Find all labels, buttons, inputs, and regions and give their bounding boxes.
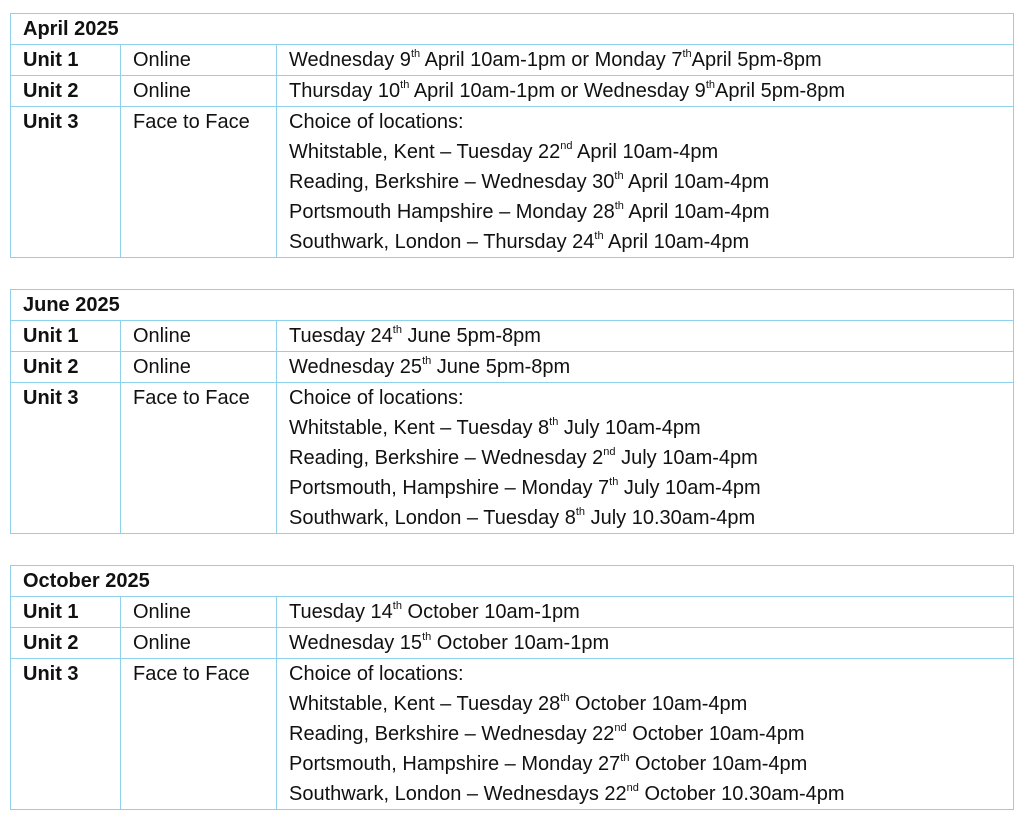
ordinal-suffix: th	[392, 324, 402, 337]
unit-cell: Unit 3	[11, 383, 121, 534]
session-dates-cell	[277, 383, 1014, 534]
ordinal-suffix: th	[575, 506, 586, 519]
session-dates-cell	[277, 76, 1014, 107]
session-text: April 5pm-8pm	[691, 49, 822, 71]
session-line	[289, 597, 1013, 627]
session-dates-cell	[277, 45, 1014, 76]
session-text: July 10.30am-4pm	[585, 507, 756, 529]
session-text: Tuesday 24	[289, 325, 393, 347]
delivery-mode-cell: Online	[121, 628, 277, 659]
session-text: October 10am-1pm	[401, 601, 580, 623]
session-line	[289, 197, 1013, 227]
ordinal-suffix: th	[609, 476, 619, 489]
schedule-table	[10, 565, 1014, 810]
table-row	[11, 659, 1014, 810]
delivery-mode-cell: Online	[121, 597, 277, 628]
table-row	[11, 352, 1014, 383]
unit-cell: Unit 2	[11, 628, 121, 659]
table-title: April 2025	[11, 14, 1014, 45]
locations-heading	[289, 659, 1013, 689]
session-line	[289, 473, 1013, 503]
ordinal-suffix: th	[614, 200, 624, 213]
session-text: July 10am-4pm	[618, 477, 761, 499]
session-line	[289, 779, 1013, 809]
session-text: Portsmouth Hampshire – Monday 28	[289, 201, 615, 223]
ordinal-suffix: nd	[560, 140, 573, 153]
session-text: Wednesday 15	[289, 632, 423, 654]
session-text: April 10am-4pm	[603, 231, 750, 253]
session-text: June 5pm-8pm	[401, 325, 541, 347]
session-line	[289, 749, 1013, 779]
session-dates-cell	[277, 321, 1014, 352]
session-dates-cell	[277, 628, 1014, 659]
session-line	[289, 45, 1013, 75]
unit-cell: Unit 1	[11, 597, 121, 628]
unit-cell: Unit 2	[11, 352, 121, 383]
session-text: Reading, Berkshire – Wednesday 30	[289, 171, 615, 193]
ordinal-suffix: th	[682, 48, 692, 61]
session-line	[289, 443, 1013, 473]
session-text: April 10am-4pm	[623, 171, 770, 193]
session-text: July 10am-4pm	[558, 417, 701, 439]
session-text: April 5pm-8pm	[715, 80, 846, 102]
unit-cell: Unit 3	[11, 659, 121, 810]
session-text: April 10am-4pm	[623, 201, 770, 223]
delivery-mode-cell: Online	[121, 321, 277, 352]
schedule-table	[10, 13, 1014, 258]
ordinal-suffix: th	[614, 170, 624, 183]
ordinal-suffix: th	[400, 79, 410, 92]
session-dates-cell	[277, 597, 1014, 628]
session-text: April 10am-1pm or Wednesday 9	[409, 80, 706, 102]
ordinal-suffix: th	[594, 230, 604, 243]
ordinal-suffix: th	[422, 631, 432, 644]
session-text: Thursday 10	[289, 80, 401, 102]
session-dates-cell	[277, 352, 1014, 383]
session-line	[289, 689, 1013, 719]
table-row	[11, 383, 1014, 534]
session-text: Choice of locations:	[289, 663, 464, 685]
session-text: Southwark, London – Wednesdays 22	[289, 783, 627, 805]
session-line	[289, 227, 1013, 257]
session-text: October 10am-4pm	[626, 723, 805, 745]
table-row	[11, 597, 1014, 628]
ordinal-suffix: th	[549, 416, 559, 429]
session-text: Portsmouth, Hampshire – Monday 7	[289, 477, 610, 499]
ordinal-suffix: th	[560, 692, 570, 705]
session-text: Choice of locations:	[289, 111, 464, 133]
session-text: Whitstable, Kent – Tuesday 28	[289, 693, 561, 715]
session-text: October 10am-4pm	[569, 693, 748, 715]
session-line	[289, 137, 1013, 167]
unit-cell: Unit 1	[11, 45, 121, 76]
ordinal-suffix: nd	[614, 722, 627, 735]
session-line	[289, 352, 1013, 382]
session-line	[289, 321, 1013, 351]
table-row	[11, 321, 1014, 352]
locations-heading	[289, 107, 1013, 137]
table-row	[11, 107, 1014, 258]
session-text: Choice of locations:	[289, 387, 464, 409]
session-line	[289, 167, 1013, 197]
ordinal-suffix: nd	[626, 782, 639, 795]
session-text: April 10am-1pm or Monday 7	[420, 49, 683, 71]
session-text: Portsmouth, Hampshire – Monday 27	[289, 753, 621, 775]
table-row	[11, 76, 1014, 107]
session-dates-cell	[277, 107, 1014, 258]
session-text: October 10.30am-4pm	[638, 783, 845, 805]
ordinal-suffix: th	[392, 600, 402, 613]
session-text: Southwark, London – Tuesday 8	[289, 507, 576, 529]
session-dates-cell	[277, 659, 1014, 810]
table-row	[11, 628, 1014, 659]
session-text: Wednesday 9	[289, 49, 411, 71]
ordinal-suffix: th	[620, 752, 630, 765]
unit-cell: Unit 1	[11, 321, 121, 352]
session-text: Tuesday 14	[289, 601, 393, 623]
table-row	[11, 45, 1014, 76]
session-text: July 10am-4pm	[615, 447, 758, 469]
unit-cell: Unit 3	[11, 107, 121, 258]
table-title: June 2025	[11, 290, 1014, 321]
session-text: June 5pm-8pm	[431, 356, 571, 378]
locations-heading	[289, 383, 1013, 413]
session-text: October 10am-4pm	[629, 753, 808, 775]
delivery-mode-cell: Online	[121, 76, 277, 107]
delivery-mode-cell: Face to Face	[121, 107, 277, 258]
schedule-table	[10, 289, 1014, 534]
session-line	[289, 413, 1013, 443]
session-line	[289, 628, 1013, 658]
session-text: Whitstable, Kent – Tuesday 22	[289, 141, 561, 163]
session-text: April 10am-4pm	[572, 141, 719, 163]
session-text: October 10am-1pm	[431, 632, 610, 654]
session-text: Whitstable, Kent – Tuesday 8	[289, 417, 550, 439]
ordinal-suffix: th	[422, 355, 432, 368]
session-text: Wednesday 25	[289, 356, 423, 378]
session-text: Southwark, London – Thursday 24	[289, 231, 595, 253]
unit-cell: Unit 2	[11, 76, 121, 107]
ordinal-suffix: nd	[603, 446, 616, 459]
delivery-mode-cell: Online	[121, 352, 277, 383]
table-title: October 2025	[11, 566, 1014, 597]
session-line	[289, 503, 1013, 533]
session-text: Reading, Berkshire – Wednesday 22	[289, 723, 615, 745]
delivery-mode-cell: Face to Face	[121, 383, 277, 534]
delivery-mode-cell: Face to Face	[121, 659, 277, 810]
ordinal-suffix: th	[410, 48, 421, 61]
session-line	[289, 719, 1013, 749]
ordinal-suffix: th	[705, 79, 715, 92]
session-text: Reading, Berkshire – Wednesday 2	[289, 447, 604, 469]
session-line	[289, 76, 1013, 106]
delivery-mode-cell: Online	[121, 45, 277, 76]
